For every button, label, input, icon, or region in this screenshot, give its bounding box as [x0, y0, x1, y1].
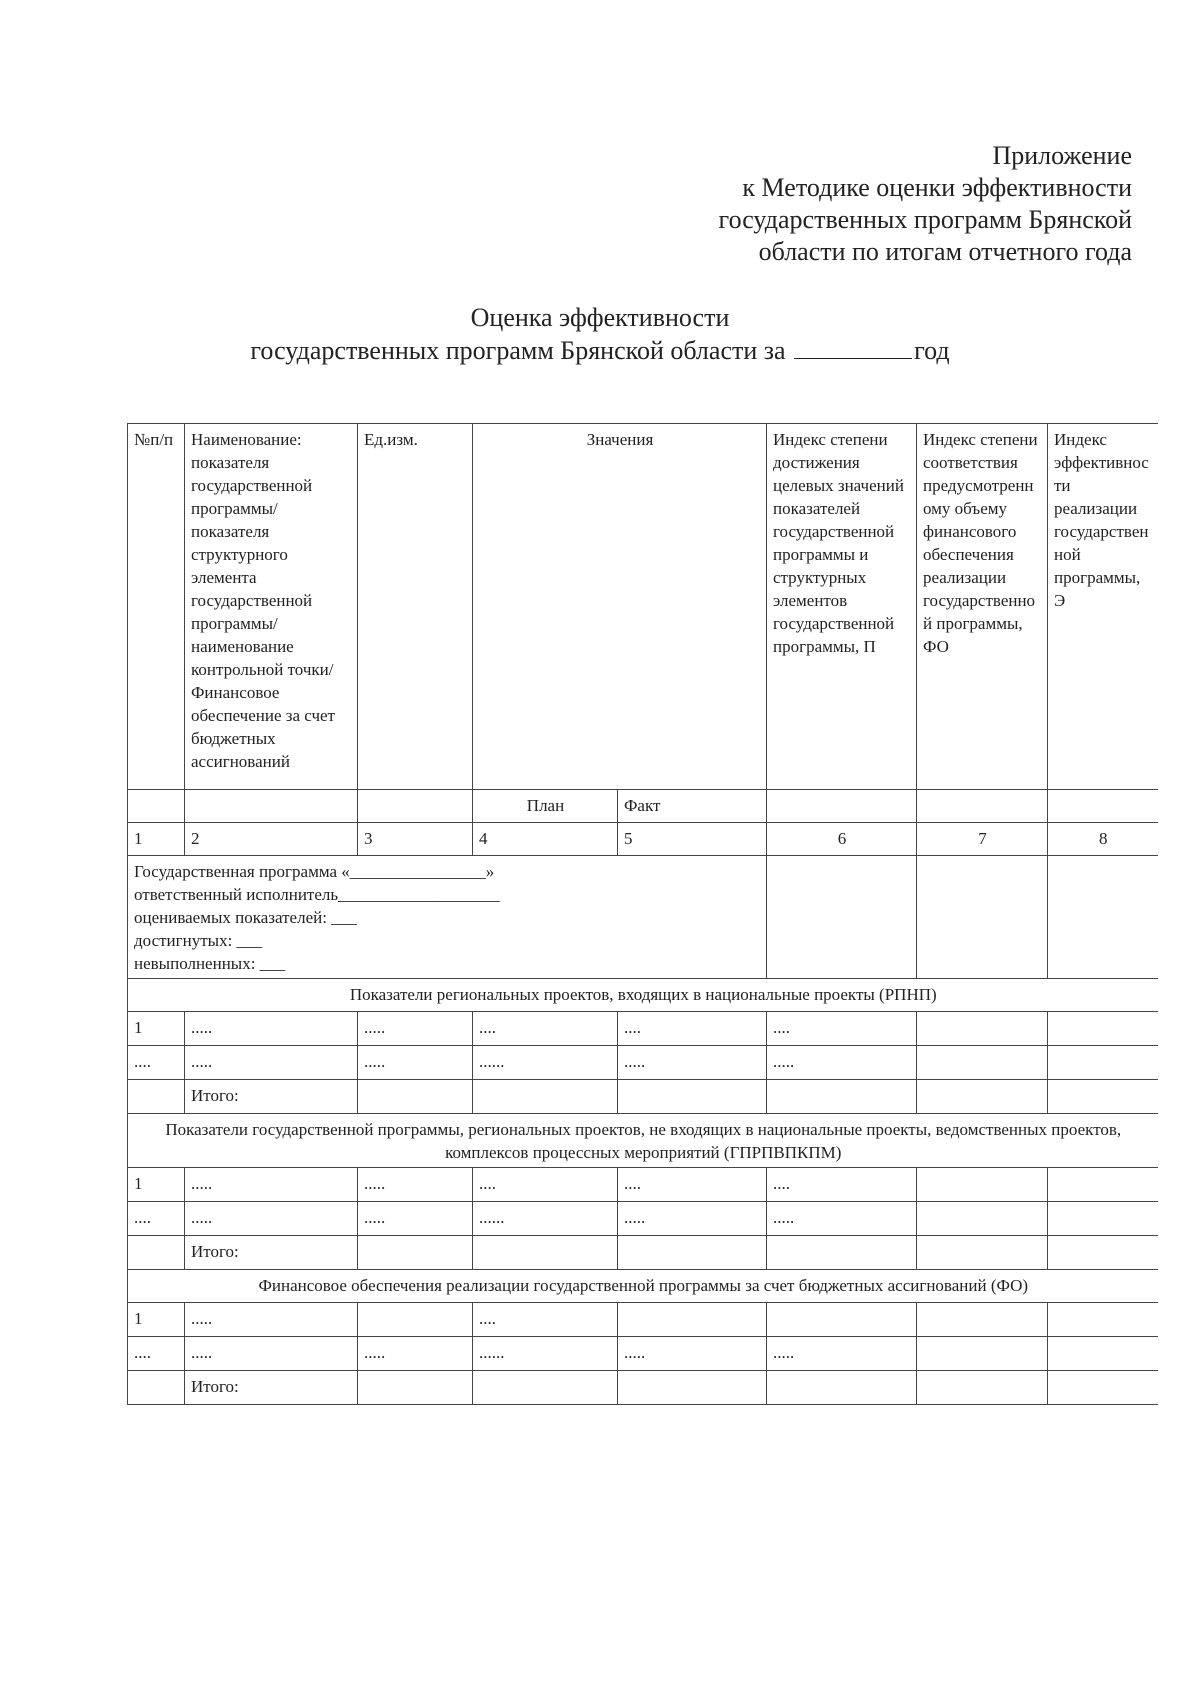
column-number: 5 — [618, 823, 767, 856]
column-number: 8 — [1048, 823, 1158, 856]
header-index-fo: Индекс степени соответствия предусмотренному объему финансового обеспечения реализации государственной программы, ФО — [917, 424, 1048, 790]
column-number: 7 — [917, 823, 1048, 856]
appendix-line: Приложение — [992, 141, 1132, 170]
table-cell — [358, 790, 473, 823]
table-cell — [473, 1236, 618, 1270]
column-number: 6 — [767, 823, 917, 856]
table-row — [128, 1202, 1158, 1236]
table-cell — [1048, 1236, 1158, 1270]
total-row — [128, 1080, 1158, 1114]
table-cell: 1 — [128, 1012, 185, 1046]
year-blank-field — [794, 334, 912, 359]
table-cell: .... — [128, 1337, 185, 1371]
table-cell — [618, 1236, 767, 1270]
document-title — [0, 302, 1200, 367]
header-name: Наименование: показателя государственной программы/показателя структурного элемента государственной программы/наименование контрольной точки/ Финансовое обеспечение за счет бюджетных ассигнований — [185, 424, 358, 790]
table-cell: ..... — [618, 1202, 767, 1236]
table-cell: .... — [128, 1046, 185, 1080]
table-cell: ..... — [767, 1202, 917, 1236]
table-cell: ..... — [185, 1012, 358, 1046]
header-values: Значения — [473, 424, 767, 790]
title-line-2 — [0, 334, 1200, 367]
table-cell — [917, 1012, 1048, 1046]
table-cell — [1048, 1303, 1158, 1337]
table-cell: .... — [618, 1012, 767, 1046]
table-cell — [917, 790, 1048, 823]
total-label: Итого: — [185, 1080, 358, 1114]
table-cell — [767, 856, 917, 979]
table-cell: .... — [473, 1303, 618, 1337]
table-cell — [1048, 790, 1158, 823]
table-row — [128, 1337, 1158, 1371]
table-cell — [767, 790, 917, 823]
program-info — [128, 856, 767, 979]
table-cell — [767, 1080, 917, 1114]
total-label: Итого: — [185, 1371, 358, 1405]
header-index-e: Индекс эффективности реализации государственной программы, Э — [1048, 424, 1158, 790]
table-cell — [618, 1080, 767, 1114]
table-cell: ..... — [618, 1337, 767, 1371]
table-cell: ..... — [358, 1012, 473, 1046]
table-cell: 1 — [128, 1303, 185, 1337]
table-cell — [358, 1080, 473, 1114]
table-cell — [128, 1236, 185, 1270]
table-cell: ..... — [767, 1046, 917, 1080]
table-cell — [767, 1236, 917, 1270]
achieved-line: достигнутых: ___ — [134, 931, 263, 950]
header-unit: Ед.изм. — [358, 424, 473, 790]
unfulfilled-line: невыполненных: ___ — [134, 954, 286, 973]
table-cell — [128, 1371, 185, 1405]
table-cell: .... — [767, 1168, 917, 1202]
table-cell — [1048, 1012, 1158, 1046]
program-name-line: Государственная программа «________________» — [134, 862, 495, 881]
table-cell — [358, 1303, 473, 1337]
appendix-line: государственных программ Брянской — [718, 205, 1132, 234]
table-cell: ..... — [618, 1046, 767, 1080]
table-cell: ..... — [185, 1337, 358, 1371]
appendix-header — [719, 140, 1132, 268]
table-cell — [917, 1046, 1048, 1080]
table-cell — [358, 1236, 473, 1270]
responsible-executor-line: ответственный исполнитель___________________ — [134, 885, 500, 904]
appendix-line: к Методике оценки эффективности — [742, 173, 1132, 202]
table-cell — [1048, 1168, 1158, 1202]
table-cell: .... — [473, 1168, 618, 1202]
column-number-row — [128, 823, 1158, 856]
table-cell — [1048, 1202, 1158, 1236]
table-cell — [128, 1080, 185, 1114]
table-cell: 1 — [128, 1168, 185, 1202]
section-title: Показатели региональных проектов, входящих в национальные проекты (РПНП) — [128, 979, 1158, 1012]
section-title: Показатели государственной программы, региональных проектов, не входящих в национальные проекты, ведомственных проектов, комплексов процессных мероприятий (ГПРПВПКПМ) — [128, 1114, 1158, 1168]
table-cell — [1048, 1080, 1158, 1114]
total-label: Итого: — [185, 1236, 358, 1270]
section-row-gprpvpkpm — [128, 1114, 1158, 1168]
table-cell: .... — [473, 1012, 618, 1046]
table-row — [128, 1168, 1158, 1202]
appendix-line: области по итогам отчетного года — [758, 237, 1132, 266]
table-cell: .... — [618, 1168, 767, 1202]
subheader-row — [128, 790, 1158, 823]
table-cell — [185, 790, 358, 823]
table-cell — [917, 1080, 1048, 1114]
table-cell — [917, 1236, 1048, 1270]
header-fact: Факт — [618, 790, 767, 823]
table-cell — [1048, 1046, 1158, 1080]
table-cell: ..... — [185, 1046, 358, 1080]
table-cell — [618, 1303, 767, 1337]
table-cell: ...... — [473, 1202, 618, 1236]
table-cell: ..... — [767, 1337, 917, 1371]
table-cell — [473, 1371, 618, 1405]
title-suffix: год — [914, 336, 950, 365]
table-cell: ..... — [358, 1168, 473, 1202]
column-number: 3 — [358, 823, 473, 856]
table-cell — [1048, 1337, 1158, 1371]
table-cell — [917, 1371, 1048, 1405]
program-info-row — [128, 856, 1158, 979]
table-row — [128, 1046, 1158, 1080]
table-cell: ...... — [473, 1337, 618, 1371]
table-cell — [1048, 856, 1158, 979]
table-cell: ..... — [185, 1168, 358, 1202]
table-cell — [917, 1202, 1048, 1236]
header-number: №п/п — [128, 424, 185, 790]
table-cell: ..... — [185, 1303, 358, 1337]
section-row-fo — [128, 1270, 1158, 1303]
column-number: 4 — [473, 823, 618, 856]
table-cell — [1048, 1371, 1158, 1405]
title-prefix: государственных программ Брянской области за — [250, 336, 786, 365]
header-row — [128, 424, 1158, 790]
table-cell — [767, 1303, 917, 1337]
table-cell — [917, 1337, 1048, 1371]
column-number: 2 — [185, 823, 358, 856]
table-row — [128, 1012, 1158, 1046]
total-row — [128, 1371, 1158, 1405]
table-cell — [618, 1371, 767, 1405]
column-number: 1 — [128, 823, 185, 856]
table-cell — [128, 790, 185, 823]
table-cell: ..... — [358, 1046, 473, 1080]
title-line-1: Оценка эффективности — [470, 303, 730, 332]
section-row-rpnp — [128, 979, 1158, 1012]
table-cell: ..... — [358, 1337, 473, 1371]
table-row — [128, 1303, 1158, 1337]
total-row — [128, 1236, 1158, 1270]
table-cell — [917, 1303, 1048, 1337]
table-cell: ...... — [473, 1046, 618, 1080]
table-cell: .... — [128, 1202, 185, 1236]
header-index-p: Индекс степени достижения целевых значений показателей государственной программы и структурных элементов государственной программы, П — [767, 424, 917, 790]
header-plan: План — [473, 790, 618, 823]
section-title: Финансовое обеспечения реализации государственной программы за счет бюджетных ассигнований (ФО) — [128, 1270, 1158, 1303]
table-cell: ..... — [358, 1202, 473, 1236]
table-cell — [917, 1168, 1048, 1202]
table-cell — [767, 1371, 917, 1405]
table-cell: ..... — [185, 1202, 358, 1236]
evaluated-indicators-line: оцениваемых показателей: ___ — [134, 908, 357, 927]
table-cell: .... — [767, 1012, 917, 1046]
table-cell — [473, 1080, 618, 1114]
evaluation-table — [127, 423, 1158, 1405]
table-cell — [917, 856, 1048, 979]
table-cell — [358, 1371, 473, 1405]
